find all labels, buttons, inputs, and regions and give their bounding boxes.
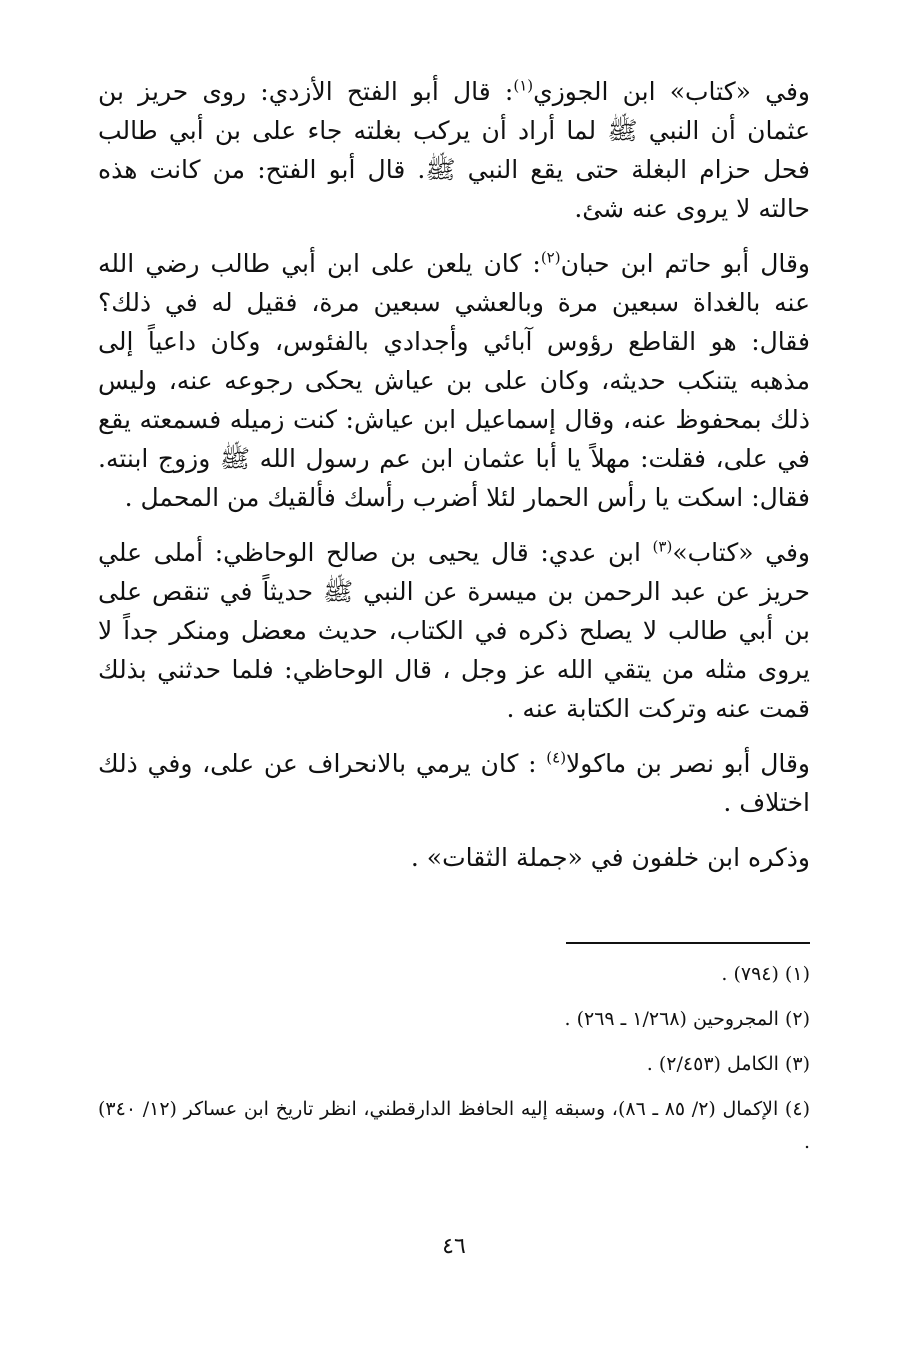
paragraph-text-rest: ابن عدي: قال يحيى بن صالح الوحاظي: أملى علي حريز عن عبد الرحمن بن ميسرة عن النبي ﷺ حديثاً في تنقص على بن أبي طالب لا يصلح ذكره في الكتاب، حديث معضل ومنكر جداً لا يروى مثله من يتقي الله عز وجل ، قال الوحاظي: فلما حدثني بذلك قمت عنه وتركت الكتابة عنه .: [98, 538, 810, 723]
footnote-ref-4[interactable]: (٤): [546, 748, 567, 767]
paragraph-ibn-makula: [98, 744, 810, 822]
footnote-ref-3[interactable]: (٣): [652, 537, 673, 556]
footnotes: [98, 958, 810, 1171]
paragraph-text: وذكره ابن خلفون في «جملة الثقات» .: [410, 843, 810, 872]
footnote-ref-2[interactable]: (٢): [540, 248, 561, 267]
paragraph-text-start: وقال أبو نصر بن ماكولا: [566, 749, 811, 778]
footnote-separator: [566, 942, 810, 944]
footnote-ref-1[interactable]: (١): [513, 76, 534, 95]
paragraph-text-rest: : قال أبو الفتح الأزدي: روى حريز بن عثمان أن النبي ﷺ لما أراد أن يركب بغلته جاء على بن أبي طالب فحل حزام البغلة حتى يقع النبي ﷺ. قال أبو الفتح: من كانت هذه حالته لا يروى عنه شئ.: [98, 77, 810, 223]
paragraph-ibn-adi: [98, 533, 810, 728]
paragraph-text-start: وفي «كتاب» ابن الجوزي: [533, 77, 810, 106]
paragraph-ibn-khalfun: [98, 838, 810, 877]
paragraph-text-start: وفي «كتاب»: [672, 538, 810, 567]
paragraph-text-rest: : كان يرمي بالانحراف عن على، وفي ذلك اختلاف .: [98, 749, 810, 817]
footnote-4: (٤) الإكمال (٢/ ٨٥ ـ ٨٦)، وسبقه إليه الحافظ الدارقطني، انظر تاريخ ابن عساكر (١٢/ ٣٤٠) .: [98, 1098, 810, 1153]
page-number: ٤٦: [442, 1234, 466, 1259]
paragraph-ibn-hibban: [98, 244, 810, 517]
paragraph-text-rest: : كان يلعن على ابن أبي طالب رضي الله عنه بالغداة سبعين مرة وبالعشي سبعين مرة، فقيل له في ذلك؟ فقال: هو القاطع رؤوس آبائي وأجدادي بالفئوس، وكان داعياً إلى مذهبه يتنكب حديثه، وكان على بن عياش يحكى رجوعه عنه، وليس ذلك بمحفوظ عنه، وقال إسماعيل ابن عياش: كنت زميله فسمعته يقع في على، فقلت: مهلاً يا أبا عثمان ابن عم رسول الله ﷺ وزوج ابنته. فقال: اسكت يا رأس الحمار لئلا أضرب رأسك فألقيك من المحمل .: [98, 249, 810, 512]
paragraph-ibn-al-jawzi: [98, 72, 810, 228]
footnote-3: (٣) الكامل (٢/٤٥٣) .: [646, 1053, 810, 1075]
footnote-1: (١) (٧٩٤) .: [721, 963, 810, 985]
paragraph-text-start: وقال أبو حاتم ابن حبان: [560, 249, 810, 278]
footnote-2: (٢) المجروحين (١/٢٦٨ ـ ٢٦٩) .: [564, 1008, 810, 1030]
main-text: [98, 72, 810, 893]
